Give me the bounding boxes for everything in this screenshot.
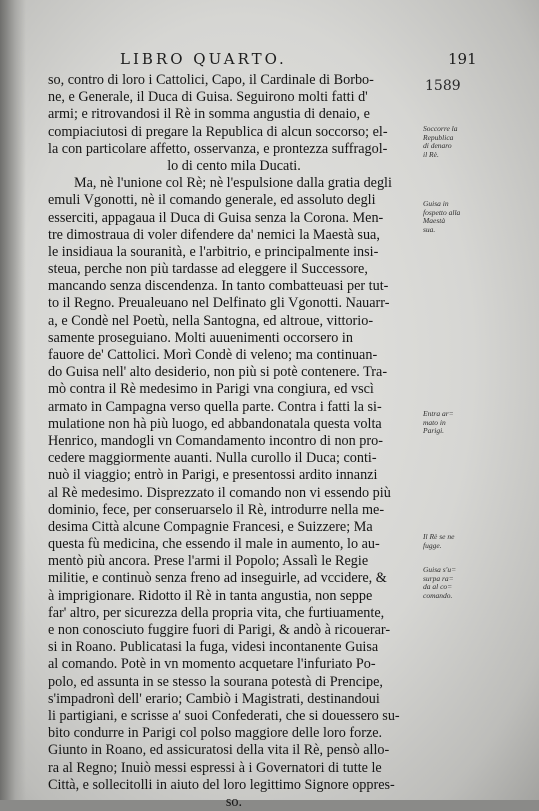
text-line: emuli Vgonotti, nè il comando generale, ed assoluto degli [48,192,376,209]
text-line: to il Regno. Preualeuano nel Delfinato gli Vgonotti. Nauarr- [48,295,390,312]
marginal-note [423,410,469,436]
text-line: so, contro di loro i Cattolici, Capo, il Cardinale di Borbo- [48,72,374,88]
text-line: steua, perche non più tardasse ad eleggere il Successore, [48,261,368,278]
marginal-note-line: di denaro [423,141,452,150]
margin-year: 1589 [425,78,461,94]
text-line: mò contra il Rè medesimo in Parigi vna congiura, ed vscì [48,381,374,398]
text-line: Città, e sollecitolli in aiuto del loro legittimo Signore oppres- [48,776,395,793]
text-line: mulatione non hà più luogo, ed abbandonatala questa volta [48,415,382,432]
marginal-note-line: surpa ra= [423,573,454,583]
text-line: Henrico, mandogli vn Comandamento incontro di non pro- [48,432,383,449]
marginal-note-line: il Rè. [423,149,439,159]
text-line: mentò più ancora. Prese l'armi il Popolo; Assalì le Regie [48,553,369,570]
body-text [48,72,420,811]
marginal-note-line: Maestà [423,216,446,225]
marginal-note [423,125,469,159]
marginal-note-line: Guisa s'u= [423,565,457,574]
text-line: li partigiani, e scrisse a' suoi Confederati, che si douessero su- [48,707,400,724]
text-line: ra al Regno; Inuiò messi espressi à i Governatori di tutte le [48,759,382,776]
marginal-note-line: Republica [423,132,454,142]
text-line: la con particolare affetto, osservanza, e prontezza suffragol- [48,140,388,157]
text-line: armi; e ritrovandosi il Rè in somma angustia di denaio, e [48,106,370,123]
marginal-note-line: mato in [423,417,446,427]
text-line: a, e Condè nel Poetù, nella Santogna, ed altroue, vittorio- [48,312,374,329]
text-line: polo, ed assunta in se stesso la sourana potestà di Prencipe, [48,673,383,690]
marginal-note-line: sua. [423,224,436,234]
text-line: ne, e Generale, il Duca di Guisa. Seguirono molti fatti d' [48,89,368,106]
text-line: Ma, nè l'unione col Rè; nè l'espulsione dalla gratia degli [74,175,392,192]
text-line: militie, e continuò senza freno ad inseguirle, ad vccidere, & [48,570,387,587]
marginal-note-line: Soccorre la [423,124,458,133]
text-line: bito condurre in Parigi col polso maggiore delle loro forze. [48,725,383,742]
marginal-note-line: fugge. [423,540,442,550]
text-line: le insidiaua la souranità, e l'arbitrio, e principalmente insi- [48,243,379,260]
text-line: s'impadronì dell' erario; Cambiò i Magistrati, destinandoui [48,690,380,707]
text-line: cedere maggiormente auanti. Nulla curollo il Duca; conti- [48,450,377,467]
marginal-note-line: Il Rè se ne [423,532,455,541]
text-line: al Rè medesimo. Disprezzato il comando non vi essendo più [48,484,391,501]
marginal-note-line: Guisa in [423,199,449,208]
text-line: fauore de' Cattolici. Morì Condè di veleno; ma continuan- [48,347,378,363]
text-line: compiaciutosi di pregare la Republica di alcun soccorso; el- [48,123,388,140]
text-line: e non conosciuto fuggire fuori di Parigi, & andò à ricouerar- [48,622,391,638]
text-line: Giunto in Roano, ed assicuratosi della vita il Rè, pensò allo- [48,742,390,759]
text-line: armato in Campagna verso quella parte. Contra i fatti la si- [48,398,382,415]
text-line: à imprigionare. Ridotto il Rè in tanta angustia, non seppe [48,587,373,604]
text-line: tre dimostraua di voler difendere da' nemici la Maestà sua, [48,226,380,243]
marginal-note [423,200,469,234]
text-line: mancando senza discendenza. In tanto combatteuasi per tut- [48,278,389,295]
text-line: si in Roano. Publicatasi la fuga, videsi incontanente Guisa [48,639,379,656]
text-line: questa fù medicina, che essendo il male in aumento, lo au- [48,536,380,553]
text-line: nuò il viaggio; entrò in Parigi, e presentossi ardito innanzi [48,467,378,484]
marginal-note-line: comando. [423,590,453,600]
marginal-note-line: da al co= [423,582,453,591]
marginal-note-line: Entra ar= [423,409,454,418]
text-line: far' altro, per sicurezza della propria vita, che furtiuamente, [48,604,385,621]
marginal-note [423,533,469,550]
text-line: samente proseguiano. Molti auuenimenti occorsero in [48,329,353,346]
marginal-note [423,566,469,600]
marginal-note-line: fospetto alla [423,207,461,217]
marginal-note-line: Parigi. [423,426,445,435]
text-line: al comando. Potè in vn momento acquetare l'infuriato Po- [48,656,376,673]
text-line: esserciti, appagaua il Duca di Guisa senza la Corona. Men- [48,209,384,226]
text-line: lo di cento mila Ducati. [167,157,301,174]
text-line: dominio, fece, per conseruarselo il Rè, introdurre nella me- [48,501,385,518]
text-line: do Guisa nell' alto desiderio, non più si potè contenere. Tra- [48,364,388,381]
running-title: LIBRO QUARTO. [120,50,287,68]
text-line: desima Città alcune Compagnie Francesi, e Suizzere; Ma [48,518,373,535]
page-number: 191 [448,50,477,68]
text-line: so. [225,793,243,810]
binding-gutter-shadow [0,0,26,800]
